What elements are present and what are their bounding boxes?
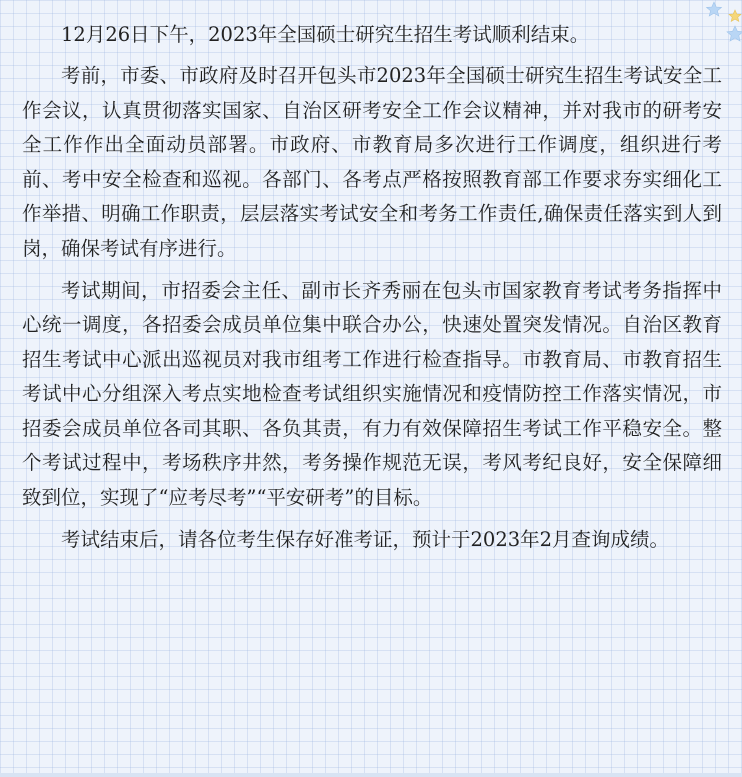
article-body <box>22 18 722 565</box>
star-light-icon <box>707 2 722 16</box>
bottom-band <box>0 773 742 777</box>
star-bottom-icon <box>727 26 742 41</box>
paragraph-pre-exam: 考前，市委、市政府及时召开包头市2023年全国硕士研究生招生考试安全工作会议，认真贯彻落实国家、自治区研考安全工作会议精神，并对我市的研考安全工作作出全面动员部署。市政府、市教育局多次进行工作调度，组织进行考前、考中安全检查和巡视。各部门、各考点严格按照教育部工作要求夯实细化工作举措、明确工作职责，层层落实考试安全和考务工作责任,确保责任落实到人到岗，确保考试有序进行。 <box>22 64 722 260</box>
stars-icon <box>702 0 742 48</box>
paragraph-after-exam: 考试结束后，请各位考生保存好准考证，预计于2023年2月查询成绩。 <box>61 527 670 551</box>
paragraph-exam-finished: 12月26日下午，2023年全国硕士研究生招生考试顺利结束。 <box>61 23 590 46</box>
star-yellow-icon <box>729 10 741 21</box>
paragraph-during-exam: 考试期间，市招委会主任、副市长齐秀丽在包头市国家教育考试考务指挥中心统一调度，各招委会成员单位集中联合办公，快速处置突发情况。自治区教育招生考试中心派出巡视员对我市组考工作进行检查指导。市教育局、市教育招生考试中心分组深入考点实地检查考试组织实施情况和疫情防控工作落实情况，市招委会成员单位各司其职、各负其责，有力有效保障招生考试工作平稳安全。整个考试过程中，考场秩序井然，考务操作规范无误，考风考纪良好，安全保障细致到位，实现了“应考尽考”“平安研考”的目标。 <box>22 278 722 509</box>
